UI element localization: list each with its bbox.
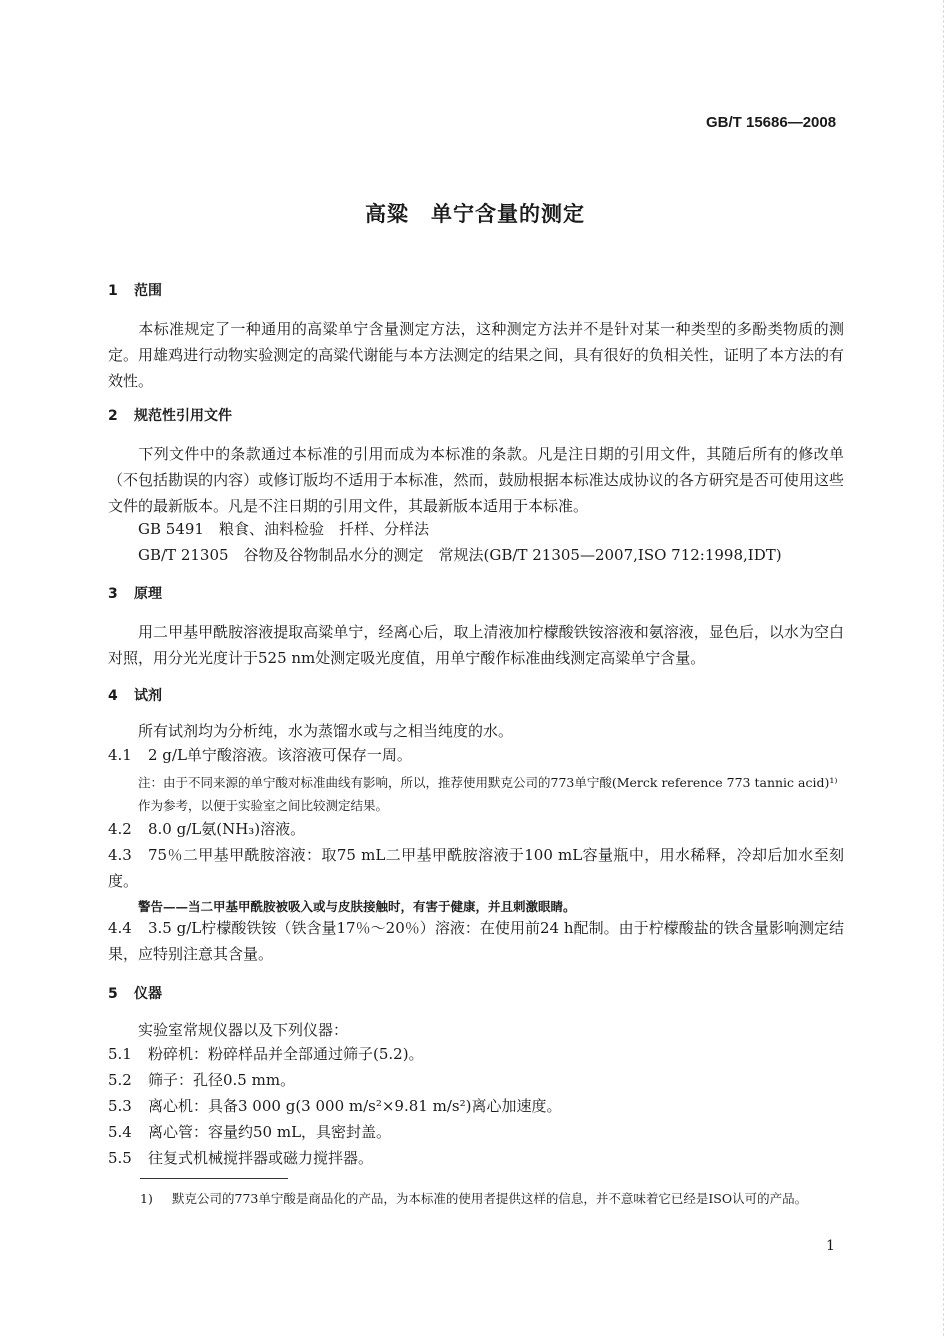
footnote-number: 1) [140,1191,153,1206]
reference-gbt21305: GB/T 21305 谷物及谷物制品水分的测定 常规法(GB/T 21305—2007,ISO 712:1998,IDT) [138,546,782,564]
clause-number: 4.2 [108,820,132,838]
section-title: 仪器 [134,986,162,1002]
apparatus-5-5 [108,1145,844,1171]
footnote-text: 默克公司的773单宁酸是商品化的产品，为本标准的使用者提供这样的信息，并不意味着它已经是ISO认可的产品。 [172,1191,808,1206]
section-title: 试剂 [134,688,162,704]
clause-number: 5.4 [108,1123,132,1141]
section-title: 规范性引用文件 [134,408,232,424]
note-tannic-acid: 注：由于不同来源的单宁酸对标准曲线有影响，所以，推荐使用默克公司的773单宁酸(Merck reference 773 tannic acid)¹⁾作为参考，以便于实验室之间比较测定结果。 [138,775,838,813]
paragraph-text: 用二甲基甲酰胺溶液提取高粱单宁，经离心后，取上清液加柠檬酸铁铵溶液和氨溶液，显色后，以水为空白对照，用分光光度计于525 nm处测定吸光度值，用单宁酸作标准曲线测定高粱单宁含量。 [108,623,844,667]
section-1-paragraph [108,316,844,394]
section-5-heading [108,983,162,1003]
clause-text: 粉碎机：粉碎样品并全部通过筛子(5.2)。 [148,1045,424,1063]
section-4-heading [108,685,162,705]
standard-number: GB/T 15686—2008 [706,114,837,131]
clause-text: 离心管：容量约50 mL，具密封盖。 [148,1123,392,1141]
reagents-intro: 所有试剂均为分析纯，水为蒸馏水或与之相当纯度的水。 [138,722,514,740]
footnote-separator [140,1178,288,1179]
paragraph-text: 下列文件中的条款通过本标准的引用而成为本标准的条款。凡是注日期的引用文件，其随后所有的修改单（不包括勘误的内容）或修订版均不适用于本标准，然而，鼓励根据本标准达成协议的各方研究是否可使用这些文件的最新版本。凡是不注日期的引用文件，其最新版本适用于本标准。 [108,445,844,515]
clause-number: 5.3 [108,1097,132,1115]
clause-number: 5.2 [108,1071,132,1089]
clause-number: 4.4 [108,919,132,937]
section-number: 1 [108,283,118,299]
warning-dmf: 警告——当二甲基甲酰胺被吸入或与皮肤接触时，有害于健康，并且刺激眼睛。 [138,899,576,914]
clause-text: 离心机：具备3 000 g(3 000 m/s²×9.81 m/s²)离心加速度。 [148,1097,562,1115]
section-3-paragraph [108,619,844,671]
section-number: 5 [108,986,118,1002]
footnote [140,1187,846,1210]
section-2-paragraph [108,441,844,519]
reagent-4-2 [108,816,844,842]
apparatus-intro: 实验室常规仪器以及下列仪器： [138,1021,349,1039]
document-title: 高粱 单宁含量的测定 [365,202,585,226]
page-number: 1 [826,1238,835,1254]
section-title: 范围 [134,283,162,299]
apparatus-5-1 [108,1041,844,1067]
section-title: 原理 [134,586,162,602]
section-number: 4 [108,688,118,704]
clause-text: 往复式机械搅拌器或磁力搅拌器。 [148,1149,374,1167]
reagent-4-3 [108,842,844,894]
section-2-heading [108,405,232,425]
apparatus-5-4 [108,1119,844,1145]
section-1-heading [108,280,162,300]
reference-gb5491: GB 5491 粮食、油料检验 扦样、分样法 [138,520,429,538]
clause-text: 2 g/L单宁酸溶液。该溶液可保存一周。 [148,746,412,764]
section-number: 3 [108,586,118,602]
clause-text: 3.5 g/L柠檬酸铁铵（铁含量17％～20％）溶液：在使用前24 h配制。由于柠檬酸盐的铁含量影响测定结果，应特别注意其含量。 [108,919,844,963]
clause-number: 5.5 [108,1149,132,1167]
reagent-4-1 [108,742,844,768]
clause-number: 4.3 [108,846,132,864]
clause-number: 5.1 [108,1045,132,1063]
section-3-heading [108,583,162,603]
clause-text: 75％二甲基甲酰胺溶液：取75 mL二甲基甲酰胺溶液于100 mL容量瓶中，用水稀释，冷却后加水至刻度。 [108,846,844,890]
clause-text: 8.0 g/L氨(NH₃)溶液。 [148,820,306,838]
apparatus-5-2 [108,1067,844,1093]
reagent-4-4 [108,915,844,967]
apparatus-5-3 [108,1093,844,1119]
paragraph-text: 本标准规定了一种通用的高粱单宁含量测定方法，这种测定方法并不是针对某一种类型的多酚类物质的测定。用雄鸡进行动物实验测定的高粱代谢能与本方法测定的结果之间，具有很好的负相关性，证明了本方法的有效性。 [108,320,844,390]
section-number: 2 [108,408,118,424]
clause-number: 4.1 [108,746,132,764]
clause-text: 筛子：孔径0.5 mm。 [148,1071,296,1089]
